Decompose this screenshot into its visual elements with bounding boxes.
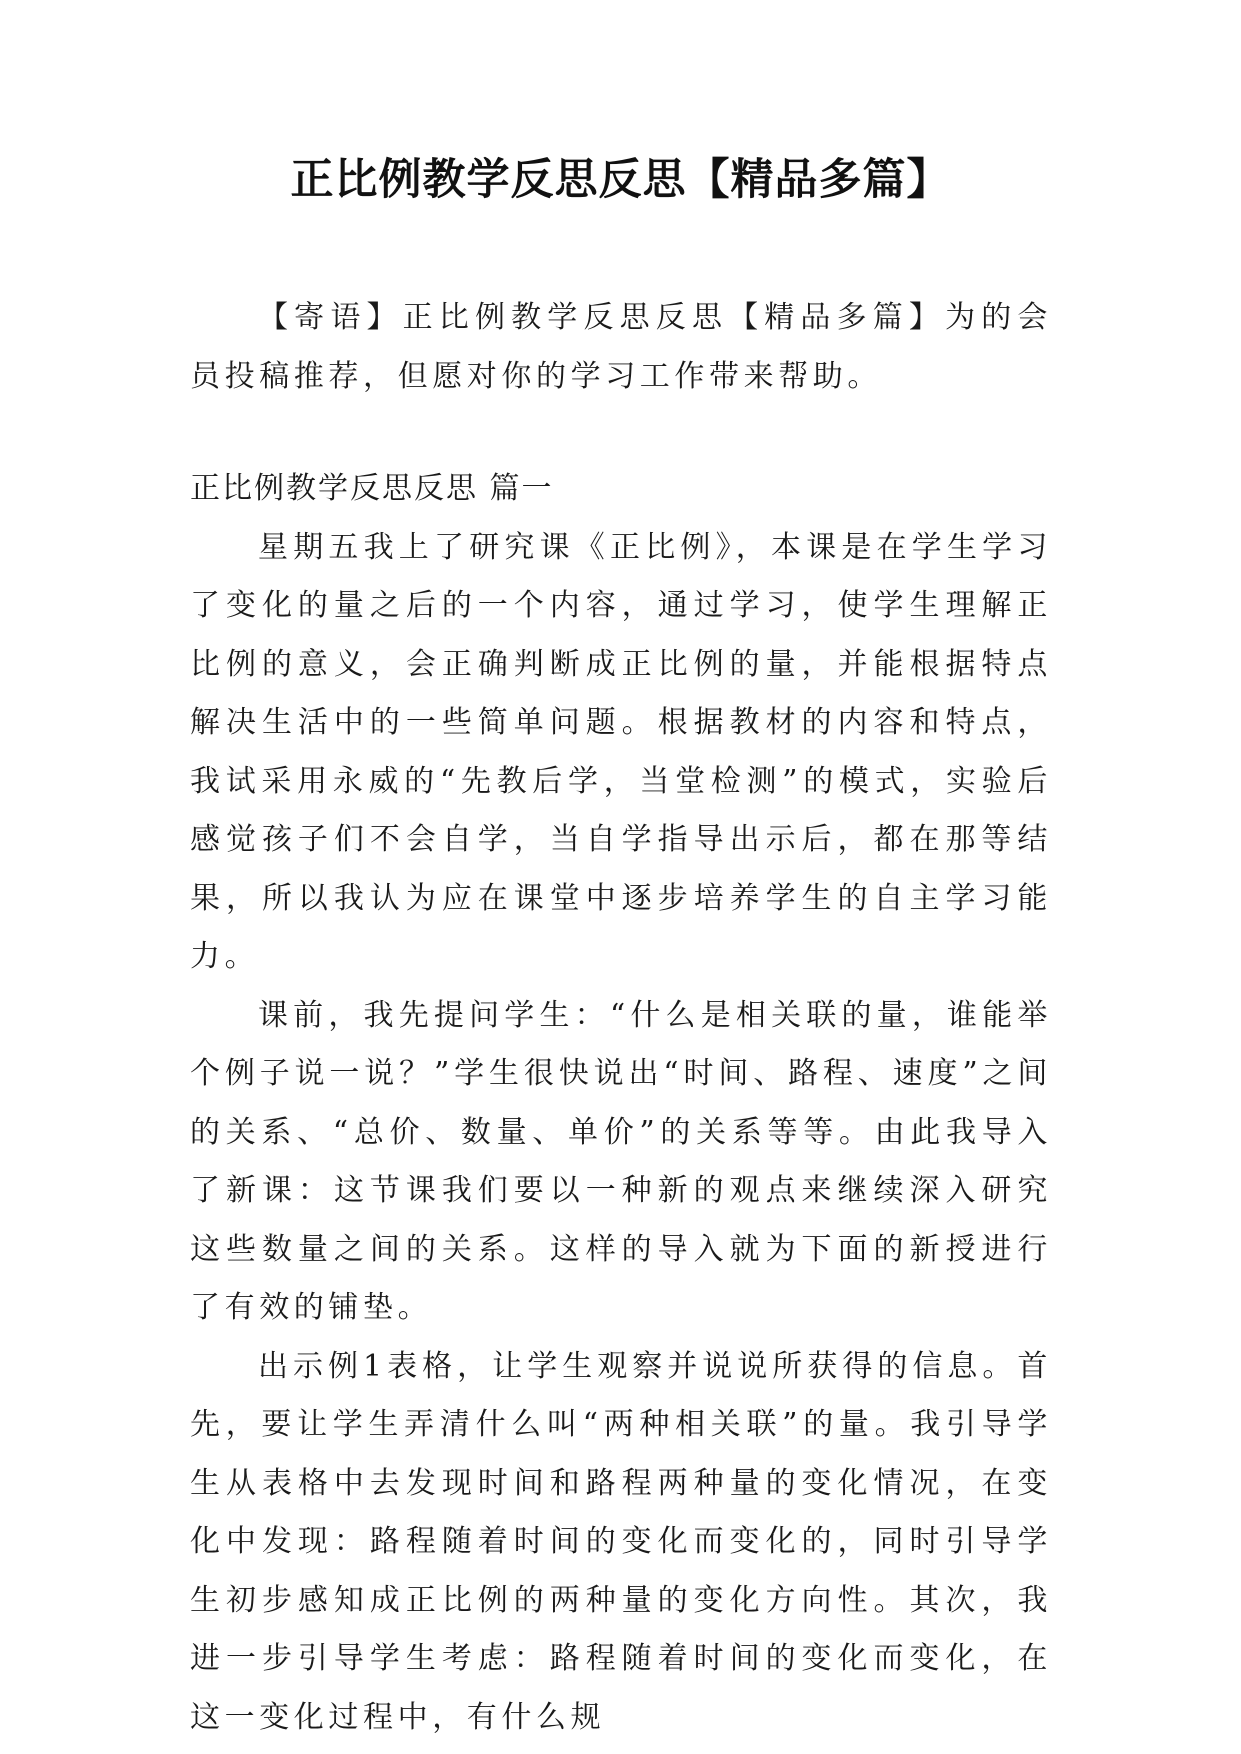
document-body	[190, 289, 1052, 1747]
body-paragraph-2: 课前，我先提问学生：“什么是相关联的量，谁能举个例子说一说？”学生很快说出“时间、路程、速度”之间的关系、“总价、数量、单价”的关系等等。由此我导入了新课：这节课我们要以一种新的观点来继续深入研究这些数量之间的关系。这样的导入就为下面的新授进行了有效的铺垫。	[190, 997, 1052, 1325]
intro-paragraph: 【寄语】正比例教学反思反思【精品多篇】为的会员投稿推荐，但愿对你的学习工作带来帮助。	[190, 300, 1052, 394]
section-heading: 正比例教学反思反思 篇一	[190, 471, 554, 506]
body-paragraph-1: 星期五我上了研究课《正比例》，本课是在学生学习了变化的量之后的一个内容，通过学习，使学生理解正比例的意义，会正确判断成正比例的量，并能根据特点解决生活中的一些简单问题。根据教材的内容和特点，我试采用永威的“先教后学，当堂检测”的模式，实验后感觉孩子们不会自学，当自学指导出示后，都在那等结果，所以我认为应在课堂中逐步培养学生的自主学习能力。	[190, 529, 1052, 974]
body-paragraph-3: 出示例1表格，让学生观察并说说所获得的信息。首先，要让学生弄清什么叫“两种相关联”的量。我引导学生从表格中去发现时间和路程两种量的变化情况，在变化中发现：路程随着时间的变化而变化的，同时引导学生初步感知成正比例的两种量的变化方向性。其次，我进一步引导学生考虑：路程随着时间的变化而变化，在这一变化过程中，有什么规	[190, 1348, 1052, 1735]
document-title: 正比例教学反思反思【精品多篇】	[290, 155, 951, 205]
